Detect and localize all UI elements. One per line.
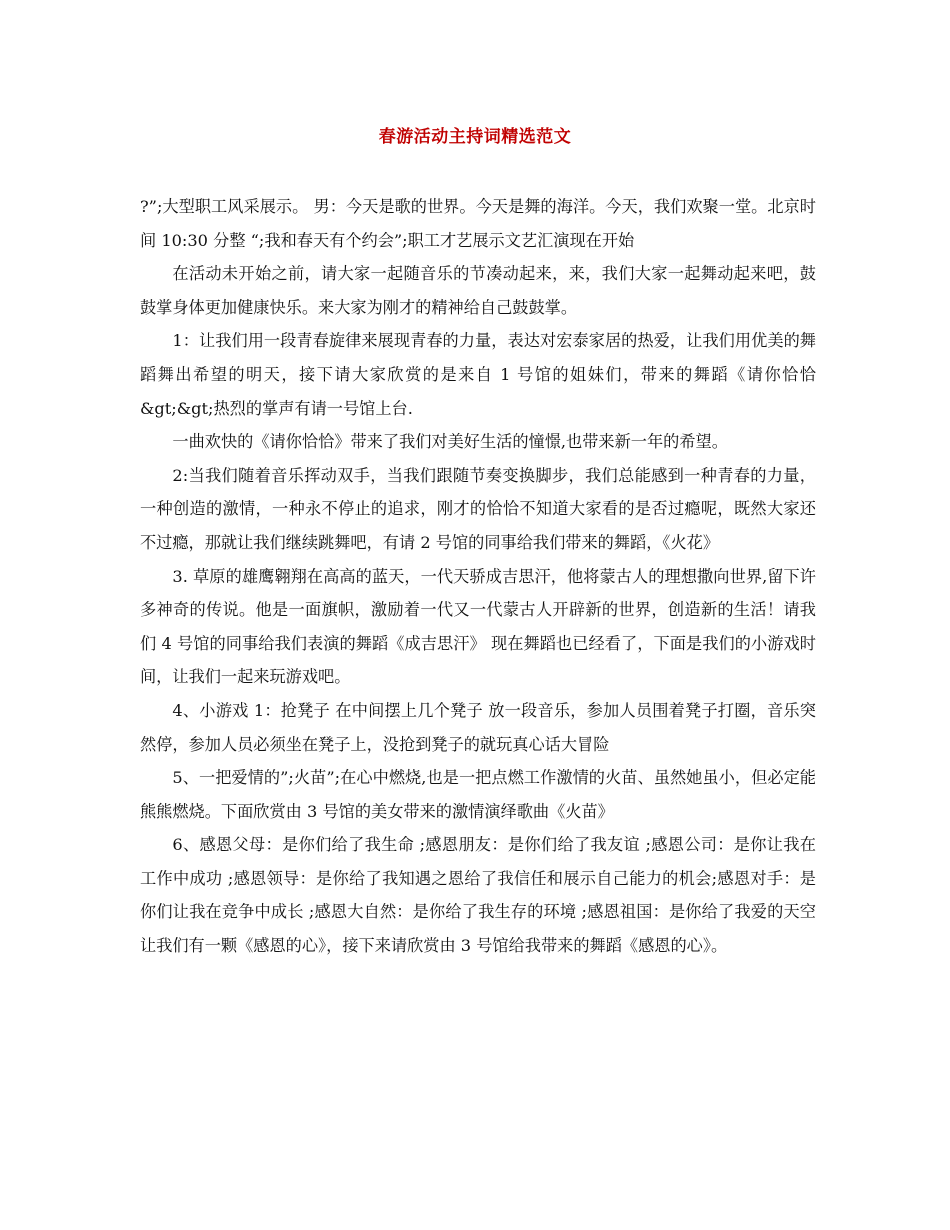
paragraph: 1：让我们用一段青春旋律来展现青春的力量，表达对宏泰家居的热爱，让我们用优美的舞蹈舞出希望的明天，接下请大家欣赏的是来自 1 号馆的姐妹们，带来的舞蹈《请你恰恰&gt;&gt;热烈的掌声有请一号馆上台. [140,331,816,418]
paragraph: ?”;大型职工风采展示。 男：今天是歌的世界。今天是舞的海洋。今天，我们欢聚一堂。北京时间 10:30 分整 “;我和春天有个约会”;职工才艺展示文艺汇演现在开始 [140,197,816,250]
paragraph: 4、小游戏 1：抢凳子 在中间摆上几个凳子 放一段音乐，参加人员围着凳子打圈，音乐突然停，参加人员必须坐在凳子上，没抢到凳子的就玩真心话大冒险 [140,700,816,754]
paragraph: 一曲欢快的《请你恰恰》带来了我们对美好生活的憧憬,也带来新一年的希望。 [172,432,728,452]
paragraph: 6、感恩父母：是你们给了我生命 ;感恩朋友：是你们给了我友谊 ;感恩公司：是你让我在工作中成功 ;感恩领导：是你给了我知遇之恩给了我信任和展示自己能力的机会;感恩对手：是你们让我在竞争中成长 ;感恩大自然：是你给了我生存的环境 ;感恩祖国：是你给了我爱的天空让我们有一颗《感恩的心》，接下来请欣赏由 3 号馆给我带来的舞蹈《感恩的心》。 [140,835,816,956]
paragraph: 5、一把爱情的”;火苗”;在心中燃烧,也是一把点燃工作激情的火苗、虽然她虽小，但必定能熊熊燃烧。下面欣赏由 3 号馆的美女带来的激情演绎歌曲《火苗》 [140,768,816,821]
paragraph: 2:当我们随着音乐挥动双手，当我们跟随节奏变换脚步，我们总能感到一种青春的力量，一种创造的激情，一种永不停止的追求，刚才的恰恰不知道大家看的是否过瘾呢，既然大家还不过瘾，那就让我们继续跳舞吧，有请 2 号馆的同事给我们带来的舞蹈，《火花》 [140,465,816,552]
document-body [140,190,816,963]
document-title: 春游活动主持词精选范文 [378,127,572,147]
paragraph: 3. 草原的雄鹰翱翔在高高的蓝天，一代天骄成吉思汗，他将蒙古人的理想撒向世界,留下许多神奇的传说。他是一面旗帜，激励着一代又一代蒙古人开辟新的世界，创造新的生活！请我们 4 号馆的同事给我们表演的舞蹈《成吉思汗》 现在舞蹈也已经看了，下面是我们的小游戏时间，让我们一起来玩游戏吧。 [140,566,816,687]
paragraph: 在活动未开始之前，请大家一起随音乐的节凑动起来，来，我们大家一起舞动起来吧，鼓鼓掌身体更加健康快乐。来大家为刚才的精神给自己鼓鼓掌。 [140,264,816,317]
